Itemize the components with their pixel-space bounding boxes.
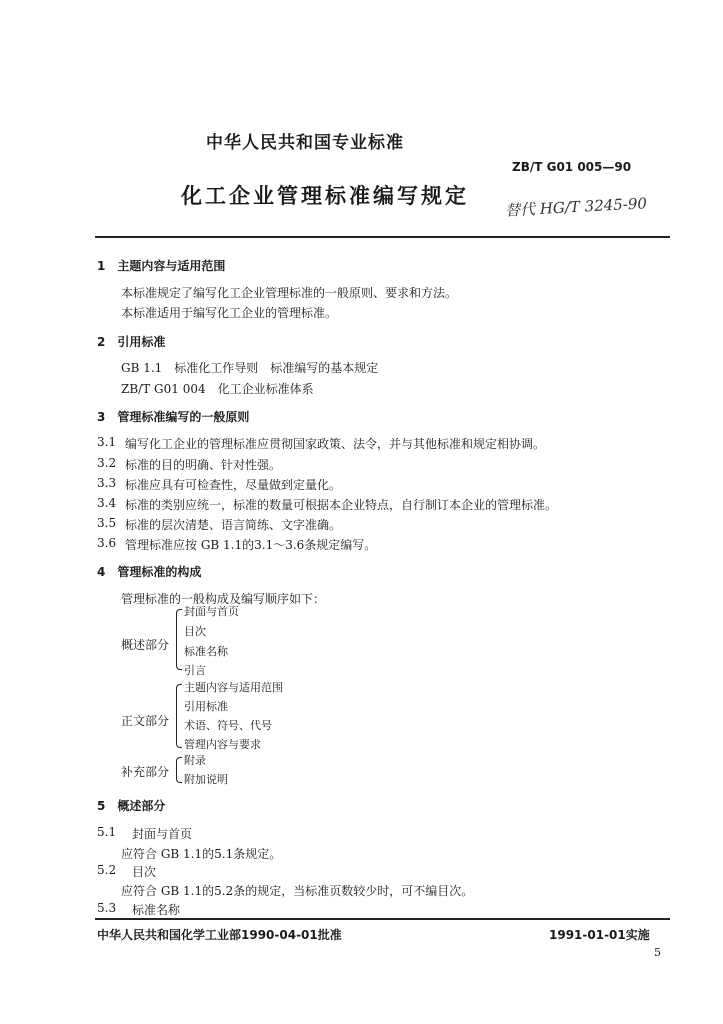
structure-item: 引言 bbox=[184, 664, 206, 677]
clause-number: 3.4 bbox=[97, 496, 117, 510]
section-4-heading: 4 管理标准的构成 bbox=[97, 565, 202, 579]
clause-text: 标准的类别应统一，标准的数量可根据本企业特点，自行制订本企业的管理标准。 bbox=[125, 498, 558, 512]
clause-text: 管理标准应按 GB 1.1的3.1～3.6条规定编写。 bbox=[125, 538, 377, 552]
clause-title: 封面与首页 bbox=[132, 827, 193, 841]
handwritten-note: 替代 HG/T 3245-90 bbox=[504, 194, 648, 220]
header-rule bbox=[95, 236, 670, 238]
clause-number: 3.3 bbox=[97, 476, 117, 490]
clause-number: 3.2 bbox=[97, 456, 117, 470]
clause-text: 编写化工企业的管理标准应贯彻国家政策、法令，并与其他标准和规定相协调。 bbox=[125, 437, 546, 451]
section-1-paragraph-1: 本标准规定了编写化工企业管理标准的一般原则、要求和方法。 bbox=[121, 286, 458, 300]
section-2-heading: 2 引用标准 bbox=[97, 335, 166, 349]
clause-number: 5.3 bbox=[97, 901, 117, 915]
structure-item: 封面与首页 bbox=[184, 605, 239, 618]
clause-title: 目次 bbox=[132, 865, 157, 879]
structure-brace bbox=[176, 684, 182, 748]
structure-brace bbox=[176, 757, 182, 783]
structure-item: 附加说明 bbox=[184, 773, 228, 786]
org-title: 中华人民共和国专业标准 bbox=[206, 133, 404, 153]
clause-text: 标准的层次清楚、语言简练、文字准确。 bbox=[125, 518, 342, 532]
approval-statement: 中华人民共和国化学工业部1990-04-01批准 bbox=[97, 928, 342, 942]
clause-text: 标准应具有可检查性，尽量做到定量化。 bbox=[125, 478, 342, 492]
reference-standard: ZB/T G01 004 化工企业标准体系 bbox=[121, 382, 314, 396]
clause-number: 5.2 bbox=[97, 863, 117, 877]
structure-item: 标准名称 bbox=[184, 645, 228, 658]
section-3-heading: 3 管理标准编写的一般原则 bbox=[97, 410, 250, 424]
structure-item: 术语、符号、代号 bbox=[184, 719, 272, 732]
structure-item: 主题内容与适用范围 bbox=[184, 681, 283, 694]
structure-group-label: 补充部分 bbox=[121, 765, 170, 779]
clause-number: 3.1 bbox=[97, 435, 117, 449]
structure-group-label: 正文部分 bbox=[121, 714, 170, 728]
structure-intro: 管理标准的一般构成及编写顺序如下： bbox=[121, 592, 326, 606]
clause-title: 标准名称 bbox=[132, 903, 181, 917]
effective-date: 1991-01-01实施 bbox=[549, 928, 650, 942]
clause-number: 5.1 bbox=[97, 825, 117, 839]
clause-number: 3.5 bbox=[97, 516, 117, 530]
structure-item: 引用标准 bbox=[184, 700, 228, 713]
structure-group-label: 概述部分 bbox=[121, 638, 170, 652]
reference-standard: GB 1.1 标准化工作导则 标准编写的基本规定 bbox=[121, 361, 379, 375]
structure-brace bbox=[176, 609, 182, 670]
standard-number: ZB/T G01 005—90 bbox=[512, 160, 632, 174]
structure-item: 管理内容与要求 bbox=[184, 738, 261, 751]
clause-text: 应符合 GB 1.1的5.1条规定。 bbox=[121, 847, 282, 861]
section-1-heading: 1 主题内容与适用范围 bbox=[97, 259, 226, 273]
clause-text: 标准的目的明确、针对性强。 bbox=[125, 458, 282, 472]
structure-item: 附录 bbox=[184, 754, 206, 767]
structure-item: 目次 bbox=[184, 625, 206, 638]
document-title: 化工企业管理标准编写规定 bbox=[181, 184, 469, 208]
section-5-heading: 5 概述部分 bbox=[97, 799, 166, 813]
clause-number: 3.6 bbox=[97, 536, 117, 550]
section-1-paragraph-2: 本标准适用于编写化工企业的管理标准。 bbox=[121, 306, 338, 320]
page-number: 5 bbox=[654, 946, 661, 959]
footer-rule bbox=[95, 918, 670, 920]
clause-text: 应符合 GB 1.1的5.2条的规定，当标准页数较少时，可不编目次。 bbox=[121, 884, 474, 898]
